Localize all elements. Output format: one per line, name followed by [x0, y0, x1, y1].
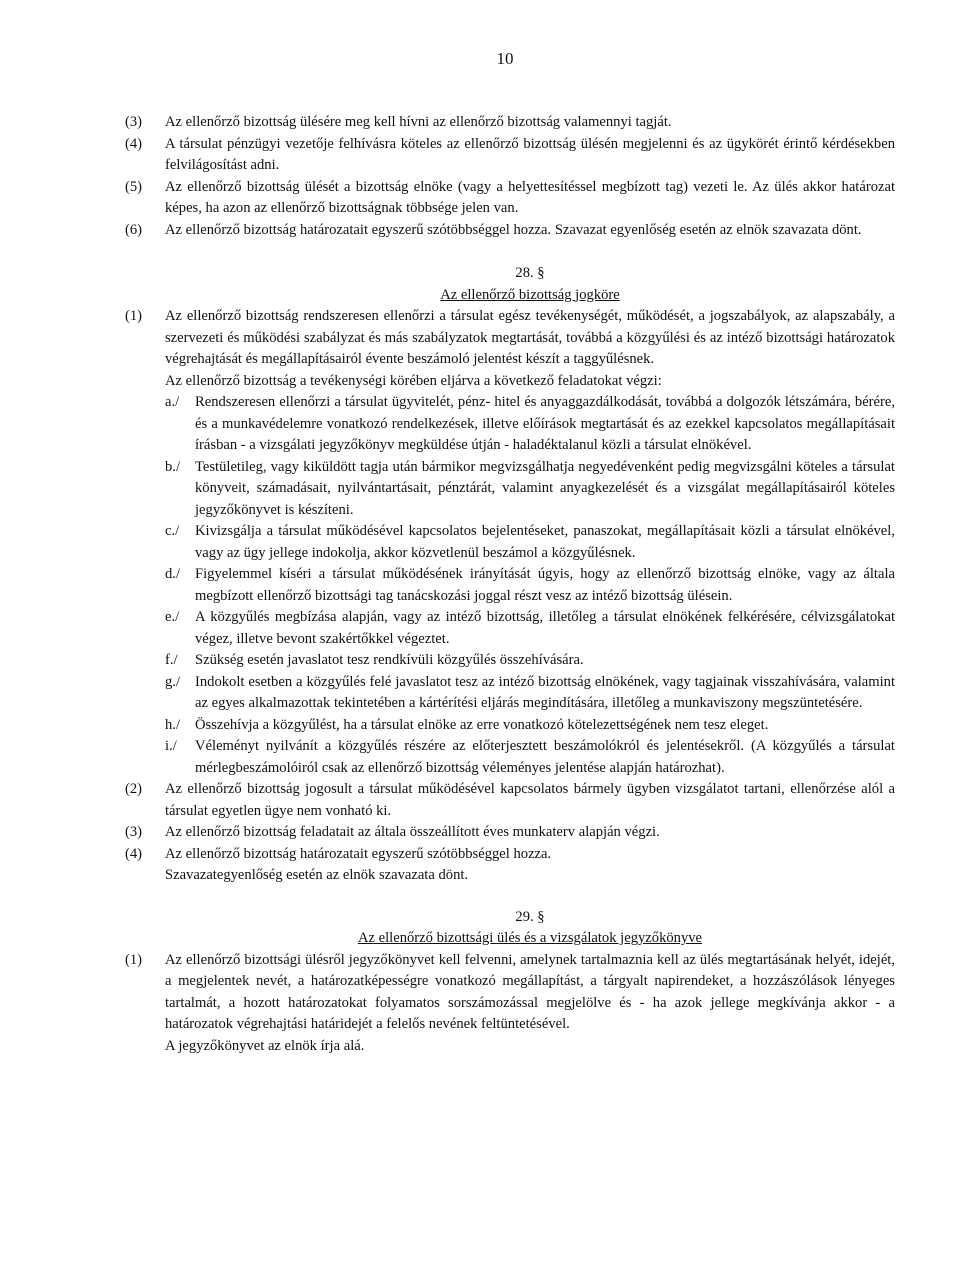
paragraph-28-3 [125, 822, 895, 844]
paragraph-number: (6) [125, 221, 143, 238]
paragraph-number: (4) [125, 135, 143, 152]
task-text: Testületileg, vagy kiküldött tagja után bármikor megvizsgálhatja negyedévenként pedig megvizsgálni köteles a társulat könyveit, számadásait, nyilvántartásait, pénztárát, valamint anyagkezelését és a vizsgálat megállapításairól köteles jegyzőkönyvet is készíteni. [195, 458, 895, 518]
page-number: 10 [496, 49, 514, 68]
paragraph-number: (1) [125, 951, 143, 968]
task-label: b./ [165, 458, 180, 475]
task-text: Indokolt esetben a közgyűlés felé javaslatot tesz az intéző bizottság elnökének, vagy tagjainak visszahívására, valamint az egyes alkalmazottak tekintetében a kártérítési eljárás megindítására, illetőleg a munkaviszony megszüntetésére. [195, 673, 895, 711]
paragraph-text: Az ellenőrző bizottság határozatait egyszerű szótöbbséggel hozza. Szavazat egyenlőség esetén az elnök szavazata dönt. [165, 221, 862, 238]
paragraph-text: A társulat pénzügyi vezetője felhívásra köteles az ellenőrző bizottság ülésén megjelenni és az ügykörét érintő kérdésekben felvilágosítást adni. [165, 135, 895, 173]
closing-statement: A jegyzőkönyvet az elnök írja alá. [165, 1037, 365, 1054]
task-text: Figyelemmel kíséri a társulat működésének irányítását úgyis, hogy az ellenőrző bizottság elnöke, vagy az általa megbízott ellenőrző bizottsági tag tanácskozási joggal részt vesz az intéző bizottság ülésein. [195, 566, 895, 604]
paragraph-number: (1) [125, 308, 143, 324]
section-29-title: Az ellenőrző bizottsági ülés és a vizsgálatok jegyzőkönyve [357, 930, 703, 946]
tie-vote-note: Szavazategyenlőség esetén az elnök szavazata dönt. [165, 867, 469, 883]
paragraph-text: Az ellenőrző bizottság ülésére meg kell hívni az ellenőrző bizottság valamennyi tagját. [165, 114, 672, 130]
paragraph-number: (2) [125, 781, 143, 797]
task-text: A közgyűlés megbízása alapján, vagy az intéző bizottság, illetőleg a társulat elnökének felkérésére, célvizsgálatokat végez, illetve bevont szakértőkkel végeztet. [195, 609, 895, 647]
task-item-e [125, 607, 895, 650]
paragraph-27-5 [125, 177, 895, 220]
task-item-a [125, 392, 895, 457]
task-label: g./ [165, 673, 180, 690]
task-label: f./ [165, 652, 178, 668]
paragraph-number: (3) [125, 824, 143, 840]
task-item-f [125, 650, 895, 672]
task-label: c./ [165, 523, 180, 539]
task-text: Összehívja a közgyűlést, ha a társulat elnöke az erre vonatkozó kötelezettségének nem tesz eleget. [195, 716, 769, 733]
paragraph-text: Az ellenőrző bizottság jogosult a társulat működésével kapcsolatos bármely ügyben vizsgálatot tartani, ellenőrzése alól a társulat egyetlen ügye nem vonható ki. [165, 781, 895, 819]
paragraph-number: (5) [125, 178, 143, 195]
task-text: Szükség esetén javaslatot tesz rendkívüli közgyűlés összehívására. [195, 652, 584, 668]
paragraph-text: Az ellenőrző bizottság rendszeresen ellenőrzi a társulat egész tevékenységét, működését, a jogszabályok, az alapszabály, a szervezeti és működési szabályzat és más szabályzatok megtartását, továbbá a közgyűlési és az intéző bizottsági határozatok végrehajtását és megállapításairól évente beszámoló jelentést készít a taggyűlésnek. [165, 308, 895, 367]
task-item-h [125, 715, 895, 737]
paragraph-number: (4) [125, 845, 143, 862]
task-list-intro: Az ellenőrző bizottság a tevékenységi körében eljárva a következő feladatokat végzi: [165, 372, 662, 389]
paragraph-text: Az ellenőrző bizottság feladatait az általa összeállított éves munkaterv alapján végzi. [165, 824, 660, 840]
task-label: d./ [165, 566, 180, 582]
paragraph-28-2 [125, 779, 895, 822]
task-text: Rendszeresen ellenőrzi a társulat ügyvitelét, pénz- hitel és anyaggazdálkodását, továbbá a dolgozók létszámára, bérére, és a munkavédelemre vonatkozó rendelkezések, illetve előírások megtartását és az ezekkel kapcsolatos megállapításait írásban - a vizsgálati jegyzőkönyv megküldése útján - haladéktalanul közli a társulat elnökével. [195, 394, 895, 453]
task-item-i [125, 736, 895, 779]
paragraph-text: Az ellenőrző bizottsági ülésről jegyzőkönyvet kell felvenni, amelynek tartalmaznia kell az ülés megtartásának helyét, idejét, a megjelentek nevét, a határozatképességre vonatkozó megállapítást, a tárgyalt napirendeket, a hozzászólások lényeges tartalmát, a hozott határozatokat folyamatos sorszámozással megjelölve és - ha azok jellege megkívánja akkor - a határozatok végrehajtási határidejét a felelős nevének feltüntetésével. [165, 951, 895, 1032]
task-item-c [125, 521, 895, 564]
task-text: Véleményt nyilvánít a közgyűlés részére az előterjesztett beszámolókról és jelentésekről. (A közgyűlés a társulat mérlegbeszámolóiról csak az ellenőrző bizottság véleményes jelentése alapján határozhat). [195, 738, 895, 776]
paragraph-29-1 [125, 950, 895, 1036]
section-28-title: Az ellenőrző bizottság jogköre [440, 286, 620, 303]
paragraph-text: Az ellenőrző bizottság ülését a bizottság elnöke (vagy a helyettesítéssel megbízott tag) vezeti le. Az ülés akkor határozat képes, ha azon az ellenőrző bizottságnak többsége jelen van. [165, 178, 895, 216]
task-item-g [125, 672, 895, 715]
paragraph-text: Az ellenőrző bizottság határozatait egyszerű szótöbbséggel hozza. [165, 845, 552, 862]
task-item-b [125, 457, 895, 522]
paragraph-27-3 [125, 112, 895, 134]
section-28-number: 28. § [515, 265, 545, 281]
paragraph-28-1 [125, 306, 895, 371]
document-body [125, 112, 895, 1057]
section-29-number: 29. § [515, 908, 545, 925]
paragraph-27-6 [125, 220, 895, 242]
task-label: e./ [165, 609, 180, 625]
paragraph-28-4 [125, 844, 895, 866]
task-item-d [125, 564, 895, 607]
paragraph-number: (3) [125, 114, 143, 130]
task-label: h./ [165, 716, 180, 733]
task-label: a./ [165, 394, 180, 410]
paragraph-27-4 [125, 134, 895, 177]
task-label: i./ [165, 738, 177, 754]
task-text: Kivizsgálja a társulat működésével kapcsolatos bejelentéseket, panaszokat, megállapításait közli a társulat elnökével, vagy az ügy jellege indokolja, akkor közvetlenül beszámol a közgyűlésnek. [195, 523, 895, 561]
